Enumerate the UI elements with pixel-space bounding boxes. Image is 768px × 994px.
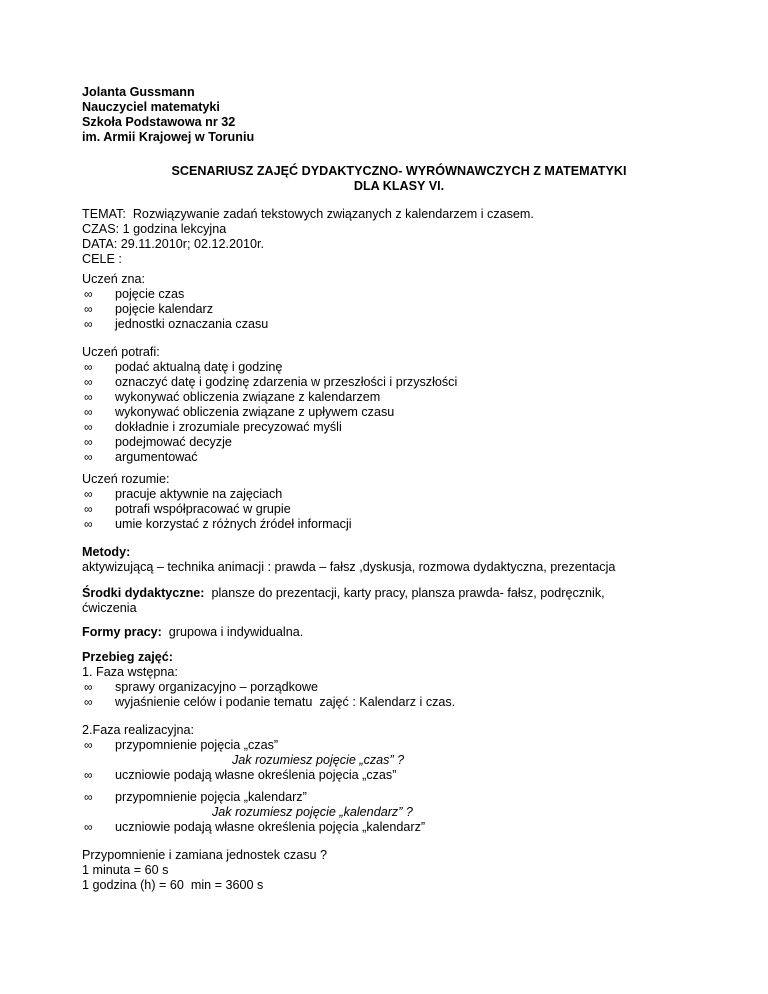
methods-text: aktywizującą – technika animacji : prawda – fałsz ,dyskusja, rozmowa dydaktyczna, prezentacja [82,560,616,574]
time-units-line-1: 1 minuta = 60 s [82,863,169,877]
bullet-icon: ∞ [84,405,93,419]
phase-2-section [82,723,702,783]
bullet-icon: ∞ [84,302,93,316]
list-item: ∞ wykonywać obliczenia związane z upływem czasu [84,405,395,419]
resources-heading: Środki dydaktyczne: [82,586,205,600]
understands-section [82,472,702,532]
topic-line: TEMAT: Rozwiązywanie zadań tekstowych związanych z kalendarzem i czasem. [82,207,534,221]
czas-question: Jak rozumiesz pojęcie „czas” ? [232,753,405,767]
phase-2-heading: 2.Faza realizacyjna: [82,723,194,737]
list-item: ∞ przypomnienie pojęcia „czas” [84,738,279,752]
list-item: ∞ argumentować [84,450,198,464]
knows-section [82,272,702,332]
lesson-course-section [82,650,702,710]
bullet-icon: ∞ [84,390,93,404]
document-title [82,164,716,194]
methods-heading: Metody: [82,545,131,559]
understands-heading: Uczeń rozumie: [82,472,170,486]
work-forms-text: grupowa i indywidualna. [161,625,304,639]
kalendarz-block [82,790,702,835]
list-item: ∞ wykonywać obliczenia związane z kalendarzem [84,390,381,404]
bullet-icon: ∞ [84,287,93,301]
author-school: Szkoła Podstawowa nr 32 [82,115,236,129]
list-item: ∞ dokładnie i zrozumiale precyzować myśli [84,420,342,434]
time-line: CZAS: 1 godzina lekcyjna [82,222,227,236]
list-item: ∞ wyjaśnienie celów i podanie tematu zajęć : Kalendarz i czas. [84,695,456,709]
time-units-heading: Przypomnienie i zamiana jednostek czasu ? [82,848,328,862]
time-units-line-2: 1 godzina (h) = 60 min = 3600 s [82,878,264,892]
list-item: ∞ potrafi współpracować w grupie [84,502,291,516]
methods-section [82,545,722,575]
time-units-section [82,848,702,893]
knows-heading: Uczeń zna: [82,272,145,286]
bullet-icon: ∞ [84,375,93,389]
phase-1-heading: 1. Faza wstępna: [82,665,178,679]
list-item: ∞ przypomnienie pojęcia „kalendarz” [84,790,307,804]
resources-text: plansze do prezentacji, karty pracy, plansza prawda- fałsz, podręcznik, [204,586,605,600]
bullet-icon: ∞ [84,360,93,374]
work-forms-heading: Formy pracy: [82,625,162,639]
date-line: DATA: 29.11.2010r; 02.12.2010r. [82,237,265,251]
goals-line: CELE : [82,252,122,266]
author-name: Jolanta Gussmann [82,85,195,99]
bullet-icon: ∞ [84,487,93,501]
author-school-name: im. Armii Krajowej w Toruniu [82,130,255,144]
list-item: ∞ podać aktualną datę i godzinę [84,360,283,374]
list-item: ∞ pracuje aktywnie na zajęciach [84,487,283,501]
bullet-icon: ∞ [84,680,93,694]
bullet-icon: ∞ [84,790,93,804]
resources-text-cont: ćwiczenia [82,601,137,615]
bullet-icon: ∞ [84,435,93,449]
author-role: Nauczyciel matematyki [82,100,220,114]
list-item: ∞ jednostki oznaczania czasu [84,317,269,331]
can-section [82,345,702,465]
bullet-icon: ∞ [84,738,93,752]
bullet-icon: ∞ [84,502,93,516]
bullet-icon: ∞ [84,450,93,464]
list-item: ∞ umie korzystać z różnych źródeł informacji [84,517,352,531]
bullet-icon: ∞ [84,420,93,434]
list-item: ∞ oznaczyć datę i godzinę zdarzenia w przeszłości i przyszłości [84,375,458,389]
resources-section [82,586,702,616]
kalendarz-question: Jak rozumiesz pojęcie „kalendarz” ? [212,805,413,819]
course-heading: Przebieg zajęć: [82,650,173,664]
bullet-icon: ∞ [84,517,93,531]
list-item: ∞ uczniowie podają własne określenia pojęcia „kalendarz” [84,820,426,834]
author-block [82,85,702,145]
can-heading: Uczeń potrafi: [82,345,160,359]
title-line-1: SCENARIUSZ ZAJĘĆ DYDAKTYCZNO- WYRÓWNAWCZYCH Z MATEMATYKI [171,164,627,178]
list-item: ∞ uczniowie podają własne określenia pojęcia „czas” [84,768,397,782]
list-item: ∞ sprawy organizacyjno – porządkowe [84,680,319,694]
bullet-icon: ∞ [84,317,93,331]
list-item: ∞ pojęcie kalendarz [84,302,214,316]
title-line-2: DLA KLASY VI. [353,179,445,193]
lesson-info [82,207,702,267]
bullet-icon: ∞ [84,695,93,709]
bullet-icon: ∞ [84,768,93,782]
list-item: ∞ pojęcie czas [84,287,185,301]
bullet-icon: ∞ [84,820,93,834]
list-item: ∞ podejmować decyzje [84,435,232,449]
work-forms-section [82,625,702,640]
